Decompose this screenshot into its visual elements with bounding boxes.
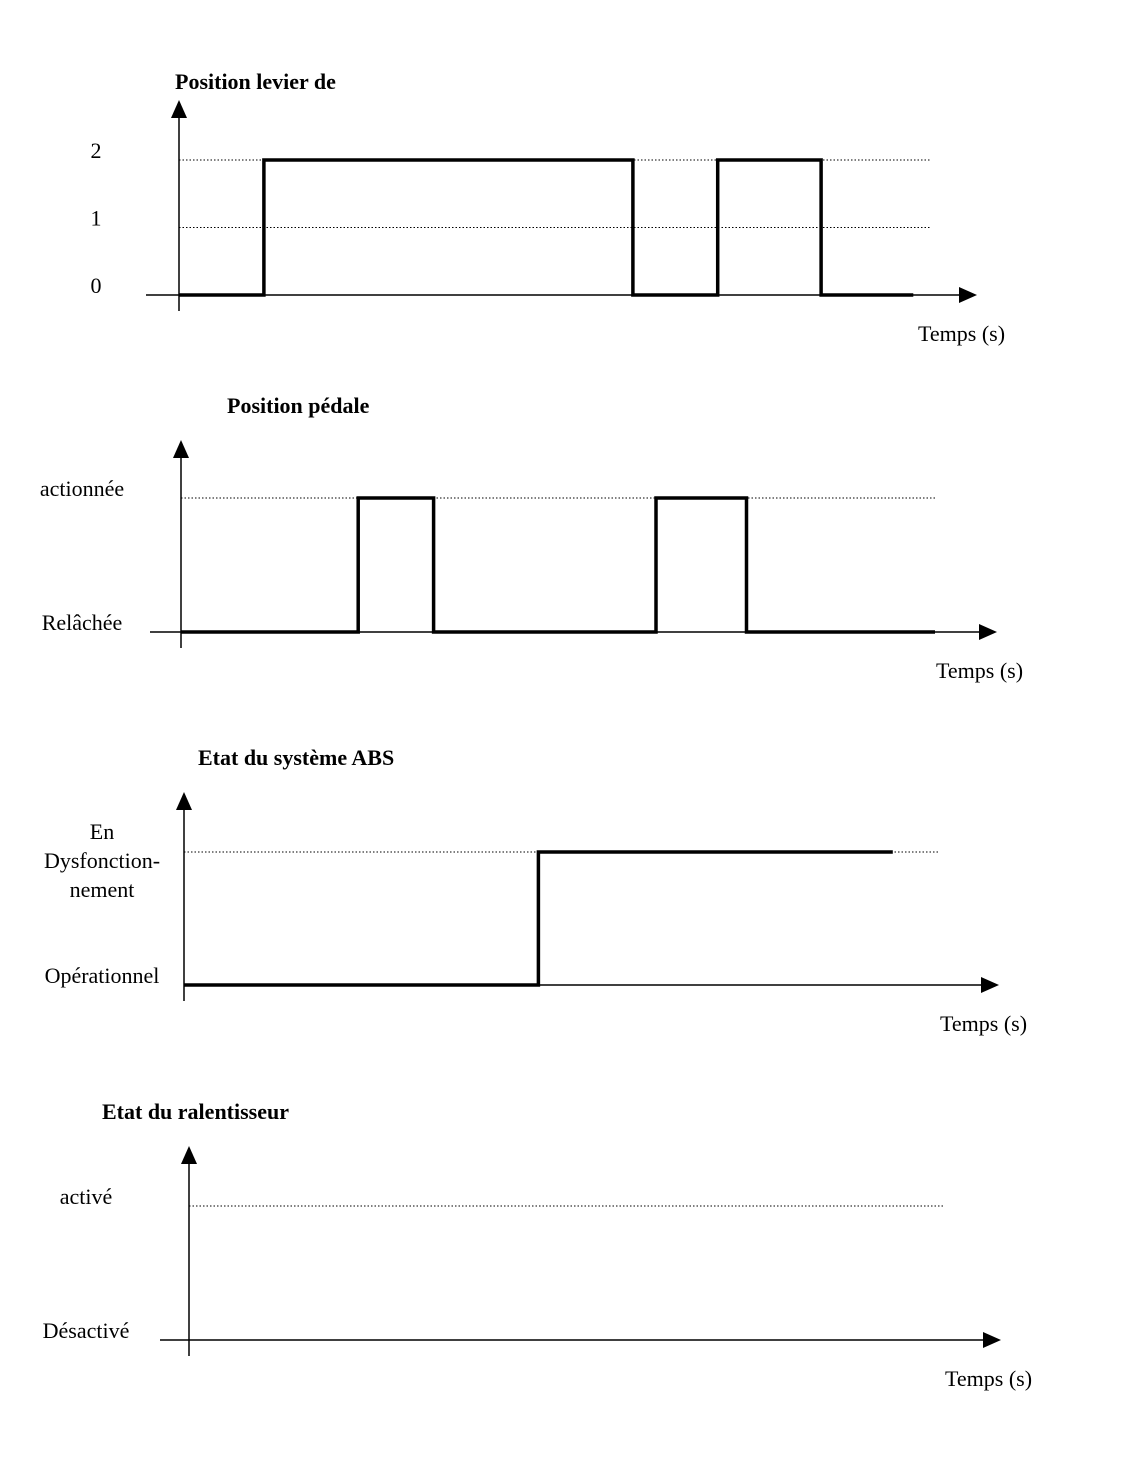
y-axis-arrow [181, 1146, 197, 1164]
y-tick-label: nement [69, 877, 135, 902]
y-tick-label: Relâchée [41, 610, 123, 635]
x-axis-label: Temps (s) [918, 321, 1006, 346]
x-axis-arrow [959, 287, 977, 303]
chart-title: Etat du système ABS [198, 745, 395, 770]
chart-panel-4 [43, 1099, 1032, 1391]
y-tick-label: 1 [90, 205, 102, 231]
chart-title: Position levier de [175, 69, 336, 94]
series-line-1 [181, 498, 935, 632]
chart-panel-1 [91, 69, 1006, 346]
y-axis-arrow [176, 792, 192, 810]
x-axis-arrow [979, 624, 997, 640]
x-axis-label: Temps (s) [940, 1011, 1028, 1036]
y-tick-label: Désactivé [42, 1318, 130, 1343]
chart-panel-2 [40, 393, 1023, 683]
y-axis-arrow [173, 440, 189, 458]
x-axis-arrow [983, 1332, 1001, 1348]
y-tick-label: Opérationnel [44, 963, 160, 988]
y-tick-label: Dysfonction- [43, 848, 161, 873]
y-tick-label: 0 [90, 273, 102, 298]
chart-title: Position pédale [227, 393, 370, 418]
x-axis-label: Temps (s) [936, 658, 1024, 683]
chart-panel-3 [44, 745, 1027, 1036]
y-tick-label: activé [59, 1184, 113, 1209]
x-axis-label: Temps (s) [945, 1366, 1033, 1391]
series-line-1 [184, 852, 893, 985]
chart-title: Etat du ralentisseur [102, 1099, 289, 1124]
y-tick-label: En [89, 819, 115, 844]
y-tick-label: 2 [90, 138, 102, 163]
x-axis-arrow [981, 977, 999, 993]
y-tick-label: actionnée [39, 476, 125, 501]
y-axis-arrow [171, 100, 187, 118]
